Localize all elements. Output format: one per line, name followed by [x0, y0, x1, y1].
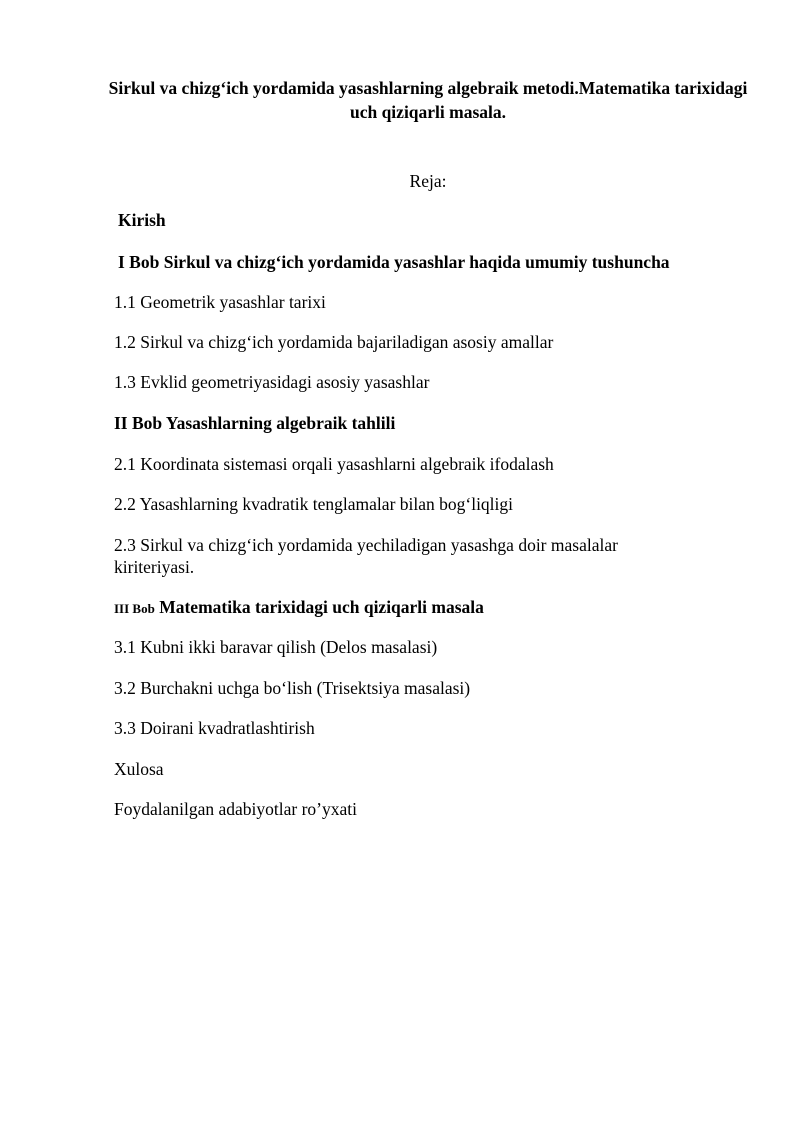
toc-item-1-2: 1.2 Sirkul va chizg‘ich yordamida bajariladigan asosiy amallar: [114, 332, 554, 352]
toc-item-3-2: 3.2 Burchakni uchga bo‘lish (Trisektsiya masalasi): [114, 678, 471, 698]
toc-item-2-1: 2.1 Koordinata sistemasi orqali yasashlarni algebraik ifodalash: [114, 454, 554, 474]
toc-item-2-2: 2.2 Yasashlarning kvadratik tenglamalar bilan bog‘liqligi: [114, 494, 514, 514]
toc-chapter-3: [114, 596, 484, 620]
chapter-3-title: Matematika tarixidagi uch qiziqarli masala: [154, 597, 484, 617]
toc-item-1-3: 1.3 Evklid geometriyasidagi asosiy yasashlar: [114, 372, 430, 392]
toc-item-kirish: Kirish: [118, 210, 166, 230]
toc-item-references: Foydalanilgan adabiyotlar ro’yxati: [114, 799, 357, 819]
plan-heading: Reja:: [409, 171, 447, 191]
toc-chapter-2: II Bob Yasashlarning algebraik tahlili: [114, 413, 396, 433]
document-title: Sirkul va chizg‘ich yordamida yasashlarning algebraik metodi.Matematika tarixidagi uch qiziqarli masala.: [108, 78, 748, 122]
toc-item-2-3: 2.3 Sirkul va chizg‘ich yordamida yechiladigan yasashga doir masalalar kiriteriyasi.: [114, 535, 618, 577]
toc-item-3-3: 3.3 Doirani kvadratlashtirish: [114, 718, 315, 738]
toc-item-1-1: 1.1 Geometrik yasashlar tarixi: [114, 292, 326, 312]
toc-item-3-1: 3.1 Kubni ikki baravar qilish (Delos masalasi): [114, 637, 438, 657]
chapter-3-prefix: III Bob: [114, 601, 155, 616]
toc-item-xulosa: Xulosa: [114, 759, 164, 779]
toc-chapter-1: I Bob Sirkul va chizg‘ich yordamida yasashlar haqida umumiy tushuncha: [118, 252, 670, 272]
